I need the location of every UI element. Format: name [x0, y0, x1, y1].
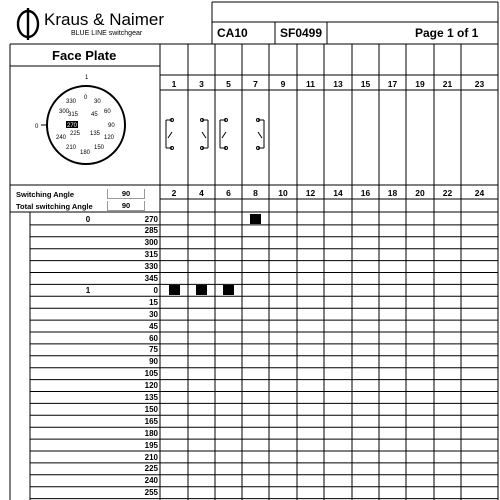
contact-number-top: 11 [306, 79, 315, 89]
contact-number-bottom: 18 [387, 188, 398, 198]
angle-label: 75 [149, 345, 158, 355]
switch-position-label: 0 [85, 214, 91, 224]
contact-number-top: 13 [333, 79, 343, 89]
contact-number-bottom: 4 [199, 188, 204, 198]
svg-text:270: 270 [67, 123, 78, 129]
contact-number-bottom: 20 [415, 188, 425, 198]
dial-label: 1 [85, 75, 89, 81]
contact-number-bottom: 16 [360, 188, 371, 198]
angle-label: 240 [144, 476, 158, 486]
contact-number-top: 5 [226, 79, 231, 89]
svg-text:240: 240 [56, 135, 67, 141]
angle-label: 135 [144, 393, 158, 402]
angle-label: 120 [144, 381, 158, 391]
contact-symbols [160, 112, 270, 162]
angle-label: 270 [144, 214, 158, 224]
page-indicator: Page 1 of 1 [415, 26, 479, 40]
svg-text:135: 135 [90, 131, 101, 137]
svg-text:90: 90 [108, 123, 115, 129]
brand-logo [16, 6, 206, 42]
switching-angle-label: Switching Angle [16, 190, 75, 199]
contact-number-bottom: 22 [442, 188, 453, 198]
svg-text:180: 180 [80, 150, 91, 156]
total-angle-value: 90 [107, 201, 145, 211]
contact-number-top: 1 [171, 79, 177, 89]
angle-label: 255 [144, 488, 158, 498]
svg-text:210: 210 [66, 145, 77, 151]
contact-number-bottom: 8 [253, 188, 258, 198]
contact-number-top: 3 [199, 79, 204, 89]
contact-number-top: 7 [253, 79, 258, 89]
switch-position-label: 1 [85, 285, 91, 295]
angle-label: 225 [144, 464, 158, 474]
angle-label: 180 [144, 428, 158, 438]
svg-text:300: 300 [59, 109, 70, 115]
contact-number-top: 15 [360, 79, 371, 89]
angle-label: 285 [144, 226, 158, 236]
closed-contact-mark [196, 285, 207, 295]
program-code: SF0499 [280, 26, 323, 40]
angle-label: 315 [144, 250, 158, 260]
face-plate-title: Face Plate [52, 48, 117, 63]
svg-text:225: 225 [70, 131, 81, 137]
svg-text:330: 330 [66, 99, 77, 105]
svg-text:0: 0 [84, 95, 88, 101]
switching-angle-value: 90 [107, 189, 145, 199]
contact-number-bottom: 2 [171, 188, 177, 198]
face-plate-dial [28, 70, 158, 180]
svg-text:120: 120 [104, 135, 115, 141]
brand-tagline: BLUE LINE switchgear [71, 30, 143, 37]
angle-label: 210 [144, 452, 158, 462]
brand-name: Kraus & Naimer [44, 10, 164, 29]
angle-label: 195 [144, 440, 158, 450]
angle-label: 45 [149, 321, 158, 331]
contact-number-top: 9 [280, 79, 286, 89]
svg-text:60: 60 [104, 109, 111, 115]
angle-label: 345 [144, 274, 158, 283]
model-number: CA10 [217, 26, 248, 40]
contact-number-top: 17 [387, 79, 398, 89]
contact-number-bottom: 12 [305, 188, 316, 198]
contact-number-top: 21 [442, 79, 453, 89]
angle-label: 90 [149, 357, 158, 367]
svg-text:45: 45 [91, 112, 98, 118]
contact-number-bottom: 14 [333, 188, 343, 198]
angle-label: 165 [144, 416, 158, 426]
angle-label: 300 [144, 238, 158, 248]
contact-number-top: 23 [474, 79, 485, 89]
svg-text:150: 150 [94, 145, 105, 151]
closed-contact-mark [169, 285, 180, 295]
kn-logo-icon [16, 8, 42, 40]
angle-label: 330 [144, 262, 158, 272]
svg-text:315: 315 [68, 112, 79, 118]
svg-text:30: 30 [94, 99, 101, 105]
angle-label: 150 [144, 404, 158, 414]
angle-label: 60 [149, 333, 158, 343]
closed-contact-mark [223, 285, 234, 295]
angle-label: 105 [144, 369, 158, 379]
contact-number-top: 19 [415, 79, 425, 89]
contact-number-bottom: 6 [226, 188, 231, 198]
total-angle-label: Total switching Angle [16, 202, 93, 211]
contact-number-bottom: 24 [474, 188, 485, 198]
angle-label: 15 [149, 297, 158, 307]
angle-label: 30 [149, 309, 158, 319]
closed-contact-mark [250, 214, 261, 224]
angle-label: 0 [153, 285, 158, 295]
contact-number-bottom: 10 [278, 188, 288, 198]
svg-text:0: 0 [35, 124, 39, 130]
